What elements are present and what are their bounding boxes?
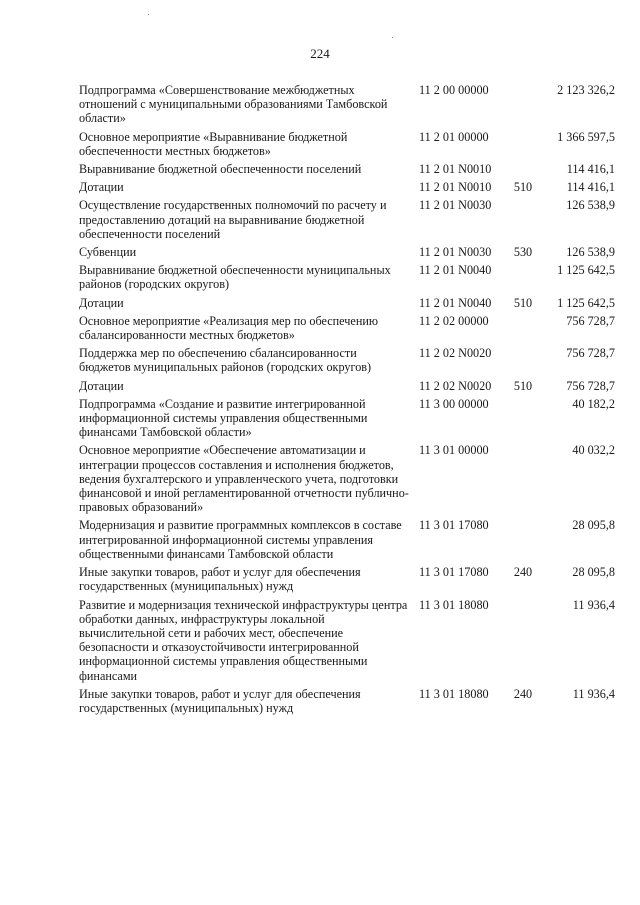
row-code: 11 3 00 00000 bbox=[419, 396, 489, 411]
row-sum: 114 416,1 bbox=[566, 180, 615, 195]
table-row bbox=[79, 180, 615, 198]
row-expense-type: 510 bbox=[513, 378, 533, 393]
table-row bbox=[79, 198, 615, 245]
table-row bbox=[79, 346, 615, 378]
scan-speck bbox=[392, 37, 393, 38]
table-row bbox=[79, 687, 615, 719]
row-expense-type: 240 bbox=[513, 686, 533, 701]
row-name: Модернизация и развитие программных комплексов в составе интегрированной информационной системы управления общественными финансами Тамбовской области bbox=[79, 518, 402, 561]
table-row bbox=[79, 397, 615, 444]
row-code: 11 2 02 00000 bbox=[419, 313, 489, 328]
table-row bbox=[79, 83, 615, 130]
row-name: Дотации bbox=[79, 295, 124, 310]
row-expense-type bbox=[505, 397, 541, 444]
row-code: 11 2 02 N0020 bbox=[419, 346, 492, 361]
row-name: Выравнивание бюджетной обеспеченности муниципальных районов (городских округов) bbox=[79, 263, 391, 292]
row-code: 11 3 01 18080 bbox=[419, 597, 489, 612]
table-row bbox=[79, 296, 615, 314]
row-code: 11 3 01 18080 bbox=[419, 686, 489, 701]
row-sum: 11 936,4 bbox=[572, 597, 615, 612]
row-expense-type: 530 bbox=[513, 245, 533, 260]
row-sum: 1 125 642,5 bbox=[557, 295, 615, 310]
row-expense-type: 510 bbox=[513, 295, 533, 310]
row-code: 11 2 01 N0040 bbox=[419, 295, 492, 310]
table-row bbox=[79, 518, 615, 565]
row-sum: 2 123 326,2 bbox=[557, 83, 615, 97]
budget-table-body bbox=[79, 83, 615, 719]
row-name: Выравнивание бюджетной обеспеченности поселений bbox=[79, 162, 362, 177]
row-name: Поддержка мер по обеспечению сбалансированности бюджетов муниципальных районов (городских округов) bbox=[79, 346, 372, 375]
row-name: Дотации bbox=[79, 378, 124, 393]
row-name: Основное мероприятие «Выравнивание бюджетной обеспеченности местных бюджетов» bbox=[79, 129, 348, 158]
row-sum: 1 125 642,5 bbox=[557, 263, 615, 278]
row-expense-type bbox=[505, 83, 541, 130]
row-sum: 756 728,7 bbox=[566, 378, 615, 393]
row-code: 11 3 01 17080 bbox=[419, 565, 489, 580]
row-code: 11 2 01 N0010 bbox=[419, 180, 492, 195]
row-name: Иные закупки товаров, работ и услуг для обеспечения государственных (муниципальных) нужд bbox=[79, 686, 361, 715]
row-sum: 28 095,8 bbox=[572, 565, 615, 580]
row-name: Основное мероприятие «Обеспечение автоматизации и интеграции процессов составления и исполнения бюджетов, ведения бухгалтерского и управленческого учета, подготовки финансовой и иной регламентированной отчетности публично-правовых образований» bbox=[79, 443, 409, 515]
table-row bbox=[79, 130, 615, 162]
row-name: Субвенции bbox=[79, 245, 137, 260]
row-sum: 756 728,7 bbox=[566, 313, 615, 328]
row-sum: 1 366 597,5 bbox=[557, 129, 615, 144]
row-expense-type bbox=[505, 598, 541, 687]
row-expense-type bbox=[505, 162, 541, 180]
row-name: Подпрограмма «Создание и развитие интегрированной информационной системы управления общественными финансами Тамбовской области» bbox=[79, 396, 368, 440]
row-code: 11 2 00 00000 bbox=[419, 83, 489, 97]
row-expense-type: 510 bbox=[513, 180, 533, 195]
row-expense-type bbox=[505, 263, 541, 295]
row-sum: 756 728,7 bbox=[566, 346, 615, 361]
table-row bbox=[79, 565, 615, 597]
scan-speck bbox=[148, 14, 149, 15]
table-row bbox=[79, 598, 615, 687]
row-code: 11 2 02 N0020 bbox=[419, 378, 492, 393]
row-code: 11 2 01 N0010 bbox=[419, 162, 492, 177]
row-name: Иные закупки товаров, работ и услуг для обеспечения государственных (муниципальных) нужд bbox=[79, 565, 361, 594]
row-name: Осуществление государственных полномочий по расчету и предоставлению дотаций на выравнивание бюджетной обеспеченности поселений bbox=[79, 198, 387, 241]
table-row bbox=[79, 443, 615, 518]
row-code: 11 2 01 N0030 bbox=[419, 245, 492, 260]
row-expense-type bbox=[505, 314, 541, 346]
row-sum: 114 416,1 bbox=[566, 162, 615, 177]
row-sum: 11 936,4 bbox=[572, 686, 615, 701]
row-name: Развитие и модернизация технической инфраструктуры центра обработки данных, инфраструктуры локальной вычислительной сети и рабочих мест, обеспечение безопасности и отказоустойчивости интегрированной информационной системы управления общественными финансами bbox=[79, 597, 408, 683]
row-name: Дотации bbox=[79, 180, 124, 195]
row-code: 11 3 01 00000 bbox=[419, 443, 489, 458]
row-code: 11 2 01 00000 bbox=[419, 129, 489, 144]
page-number: 224 bbox=[310, 46, 330, 61]
row-name: Подпрограмма «Совершенствование межбюджетных отношений с муниципальными образованиями Тамбовской области» bbox=[79, 83, 388, 126]
row-sum: 28 095,8 bbox=[572, 518, 615, 533]
row-code: 11 3 01 17080 bbox=[419, 518, 489, 533]
row-sum: 40 032,2 bbox=[572, 443, 615, 458]
row-expense-type: 240 bbox=[513, 565, 533, 580]
row-code: 11 2 01 N0040 bbox=[419, 263, 492, 278]
row-sum: 126 538,9 bbox=[566, 245, 615, 260]
row-name: Основное мероприятие «Реализация мер по обеспечению сбалансированности местных бюджетов» bbox=[79, 313, 378, 343]
row-expense-type bbox=[505, 518, 541, 565]
row-expense-type bbox=[505, 198, 541, 245]
table-row bbox=[79, 245, 615, 263]
table-row bbox=[79, 263, 615, 295]
row-expense-type bbox=[505, 346, 541, 378]
row-expense-type bbox=[505, 130, 541, 162]
row-sum: 40 182,2 bbox=[572, 396, 615, 411]
row-expense-type bbox=[505, 443, 541, 518]
table-row bbox=[79, 314, 615, 346]
table-row bbox=[79, 379, 615, 397]
row-sum: 126 538,9 bbox=[566, 198, 615, 213]
budget-table bbox=[79, 83, 615, 719]
table-row bbox=[79, 162, 615, 180]
row-code: 11 2 01 N0030 bbox=[419, 198, 492, 213]
